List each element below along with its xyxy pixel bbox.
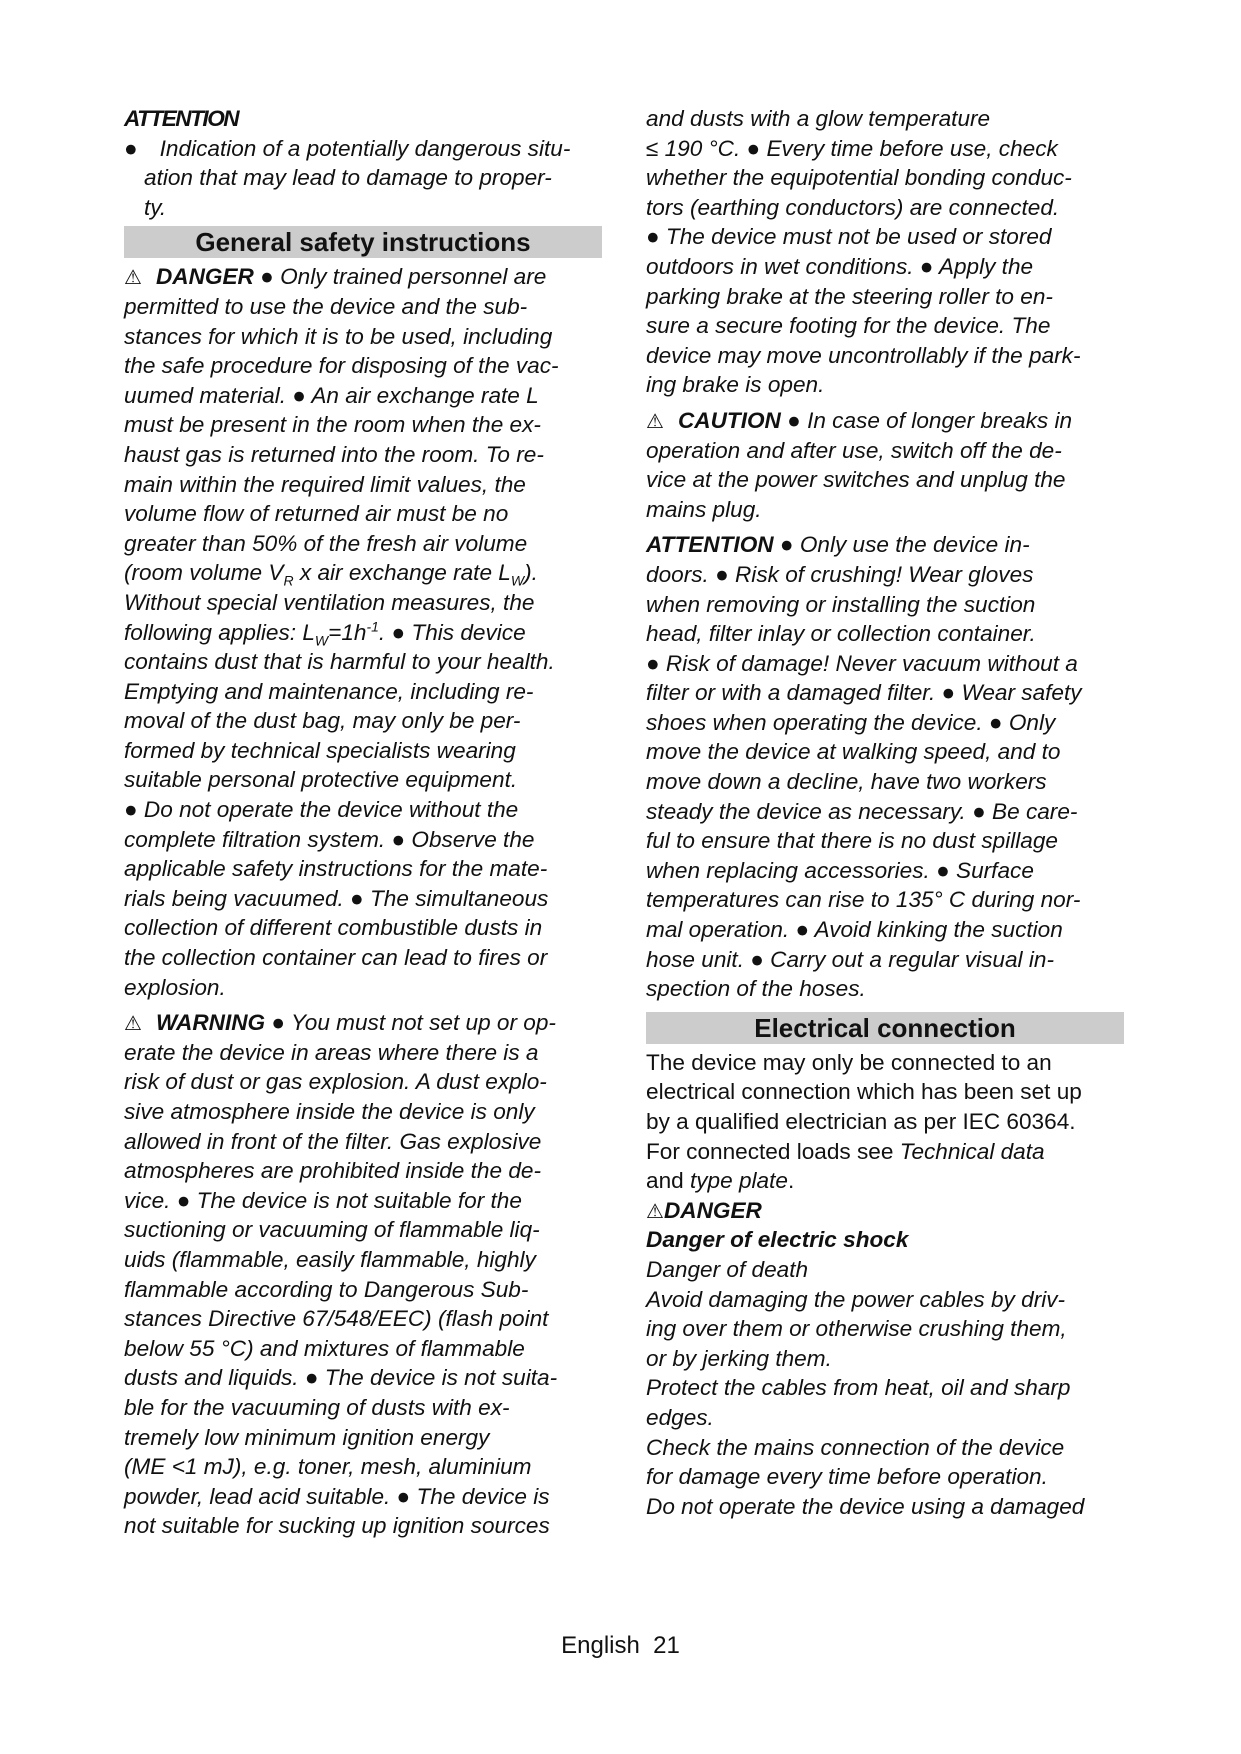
danger2-subtitle: Danger of electric shock <box>646 1227 909 1253</box>
continued-line: ● The device must not be used or stored <box>646 224 1052 250</box>
warning-line: powder, lead acid suitable. ● The device is <box>124 1483 550 1509</box>
continued-line: ≤ 190 °C. ● Every time before use, check <box>646 135 1058 161</box>
danger-line: permitted to use the device and the sub- <box>124 293 528 319</box>
danger-line: the safe procedure for disposing of the vac- <box>124 353 559 379</box>
continued-line: sure a secure footing for the device. The <box>646 313 1051 339</box>
danger-line: ● Do not operate the device without the <box>124 797 519 823</box>
attention-line: when removing or installing the suction <box>646 591 1036 617</box>
warning-line: tremely low minimum ignition energy <box>124 1424 490 1450</box>
caution-first-line: ⚠ CAUTION ● In case of longer breaks in <box>646 407 1073 433</box>
danger2-line: ing over them or otherwise crushing them, <box>646 1316 1067 1342</box>
continued-line: outdoors in wet conditions. ● Apply the <box>646 253 1034 279</box>
danger2-line: for damage every time before operation. <box>646 1464 1048 1490</box>
warning-line: dusts and liquids. ● The device is not suita- <box>124 1365 558 1391</box>
footer-language: English <box>561 1632 640 1659</box>
attention-line: filter or with a damaged filter. ● Wear safety <box>646 680 1082 706</box>
attention-line: ful to ensure that there is no dust spillage <box>646 828 1058 854</box>
warning-line: erate the device in areas where there is a <box>124 1039 539 1065</box>
type-plate-line: and type plate. <box>646 1168 795 1194</box>
type-plate-reference: type plate <box>689 1168 788 1194</box>
warning-triangle-icon: ⚠ <box>124 267 142 290</box>
page-footer <box>0 1632 1241 1660</box>
danger2-line: Avoid damaging the power cables by driv- <box>646 1286 1066 1312</box>
attention-item: ● Indication of a potentially dangerous situ- <box>124 135 571 161</box>
danger-line: rials being vacuumed. ● The simultaneous <box>124 885 549 911</box>
danger2-heading <box>646 1196 1124 1226</box>
warning-line: (ME <1 mJ), e.g. toner, mesh, aluminium <box>124 1454 532 1480</box>
attention-line: hose unit. ● Carry out a regular visual in- <box>646 946 1054 972</box>
continued-line: parking brake at the steering roller to en- <box>646 283 1053 309</box>
electrical-line: The device may only be connected to an <box>646 1049 1052 1075</box>
warning-line: stances Directive 67/548/EEC) (flash point <box>124 1306 549 1332</box>
warning-label: WARNING <box>155 1010 266 1036</box>
attention-label: ATTENTION <box>646 532 774 558</box>
danger-line: the collection container can lead to fires or <box>124 945 548 971</box>
warning-line: not suitable for sucking up ignition sources <box>124 1513 550 1539</box>
attention-line: head, filter inlay or collection container. <box>646 621 1036 647</box>
warning-line: risk of dust or gas explosion. A dust explo- <box>124 1069 547 1095</box>
page-number: 21 <box>653 1632 680 1659</box>
danger2-line: Danger of death <box>646 1256 809 1282</box>
warning-line: sive atmosphere inside the device is only <box>124 1099 535 1124</box>
attention-first-line: ATTENTION ● Only use the device in- <box>646 532 1030 558</box>
danger-line: main within the required limit values, the <box>124 471 526 497</box>
danger-line: applicable safety instructions for the mate- <box>124 856 548 882</box>
danger-line: uumed material. ● An air exchange rate L <box>124 382 539 408</box>
attention-line: mal operation. ● Avoid kinking the suction <box>646 917 1063 943</box>
continued-line: device may move uncontrollably if the park- <box>646 342 1081 368</box>
bullet-icon: ● <box>124 135 138 161</box>
warning-line: allowed in front of the filter. Gas explosive <box>124 1128 542 1154</box>
continued-line: ing brake is open. <box>646 372 825 398</box>
attention-line: ty. <box>144 194 167 220</box>
continued-line: tors (earthing conductors) are connected. <box>646 194 1060 220</box>
danger-label: DANGER <box>155 264 254 290</box>
formula-room-volume: (room volume $V_R$ x air exchange rate $L_W$). <box>124 560 538 589</box>
danger-line: explosion. <box>124 974 226 1000</box>
danger2-line: edges. <box>646 1404 714 1430</box>
danger-line: suitable personal protective equipment. <box>124 767 518 793</box>
warning-triangle-icon: ⚠ <box>646 410 664 433</box>
section-header-electrical-connection: Electrical connection <box>646 1012 1124 1044</box>
danger-line: greater than 50% of the fresh air volume <box>124 530 528 556</box>
danger-line: must be present in the room when the ex- <box>124 412 541 438</box>
attention-line: spection of the hoses. <box>646 976 866 1002</box>
danger-line: moval of the dust bag, may only be per- <box>124 708 521 734</box>
attention-line: shoes when operating the device. ● Only <box>646 709 1056 735</box>
warning-line: flammable according to Dangerous Sub- <box>124 1276 529 1302</box>
right-column <box>646 104 1124 1521</box>
danger2-line: Protect the cables from heat, oil and sharp <box>646 1375 1071 1401</box>
electrical-line: electrical connection which has been set up <box>646 1079 1082 1105</box>
caution-line: operation and after use, switch off the de- <box>646 437 1062 463</box>
attention-line: ● Risk of damage! Never vacuum without a <box>646 650 1078 676</box>
warning-line: atmospheres are prohibited inside the de- <box>124 1158 541 1184</box>
caution-line: vice at the power switches and unplug the <box>646 467 1066 493</box>
danger-line: stances for which it is to be used, including <box>124 323 553 349</box>
loads-line: For connected loads see Technical data <box>646 1138 1045 1164</box>
danger-line: Emptying and maintenance, including re- <box>124 678 534 704</box>
danger-line: formed by technical specialists wearing <box>124 737 516 763</box>
danger-line: haust gas is returned into the room. To re- <box>124 441 544 467</box>
continued-line: and dusts with a glow temperature <box>646 106 991 131</box>
danger2-line: Check the mains connection of the device <box>646 1434 1065 1460</box>
danger-line: complete filtration system. ● Observe the <box>124 826 535 852</box>
technical-data-reference: Technical data <box>899 1138 1045 1164</box>
danger-line: collection of different combustible dusts in <box>124 915 543 941</box>
warning-line: ble for the vacuuming of dusts with ex- <box>124 1394 510 1420</box>
continued-line: whether the equipotential bonding conduc- <box>646 165 1072 191</box>
danger-line: volume flow of returned air must be no <box>124 501 509 527</box>
attention-line: when replacing accessories. ● Surface <box>646 857 1034 883</box>
left-column <box>124 104 602 1541</box>
danger-line: contains dust that is harmful to your health. <box>124 649 555 675</box>
attention-line: ation that may lead to damage to proper- <box>144 165 552 191</box>
warning-line: vice. ● The device is not suitable for the <box>124 1187 522 1213</box>
formula-exchange-rate: following applies: $L_W=1h^{-1}$. ● This device <box>124 617 526 649</box>
warning-triangle-icon: ⚠ <box>124 1013 142 1036</box>
attention-line: move the device at walking speed, and to <box>646 739 1061 765</box>
attention-line: doors. ● Risk of crushing! Wear gloves <box>646 561 1034 587</box>
danger2-line: Do not operate the device using a damaged <box>646 1493 1085 1519</box>
danger2-line: or by jerking them. <box>646 1345 832 1371</box>
attention-line: steady the device as necessary. ● Be care- <box>646 798 1078 824</box>
caution-line: mains plug. <box>646 496 762 522</box>
attention-heading: ATTENTION <box>124 106 239 131</box>
danger2-label: DANGER <box>663 1197 762 1223</box>
attention-line: temperatures can rise to 135° C during nor- <box>646 887 1081 913</box>
warning-triangle-icon: ⚠ <box>646 1200 664 1223</box>
warning-line: below 55 °C) and mixtures of flammable <box>124 1335 525 1361</box>
danger-first-line: ⚠ DANGER ● Only trained personnel are <box>124 264 547 290</box>
attention-line: move down a decline, have two workers <box>646 769 1047 795</box>
caution-label: CAUTION <box>677 407 781 433</box>
electrical-line: by a qualified electrician as per IEC 60364. <box>646 1109 1076 1134</box>
danger-line: Without special ventilation measures, the <box>124 589 535 615</box>
warning-line: uids (flammable, easily flammable, highly <box>124 1246 536 1272</box>
warning-line: suctioning or vacuuming of flammable liq- <box>124 1217 540 1243</box>
section-header-general-safety: General safety instructions <box>124 226 602 258</box>
warning-first-line: ⚠ WARNING ● You must not set up or op- <box>124 1010 556 1036</box>
